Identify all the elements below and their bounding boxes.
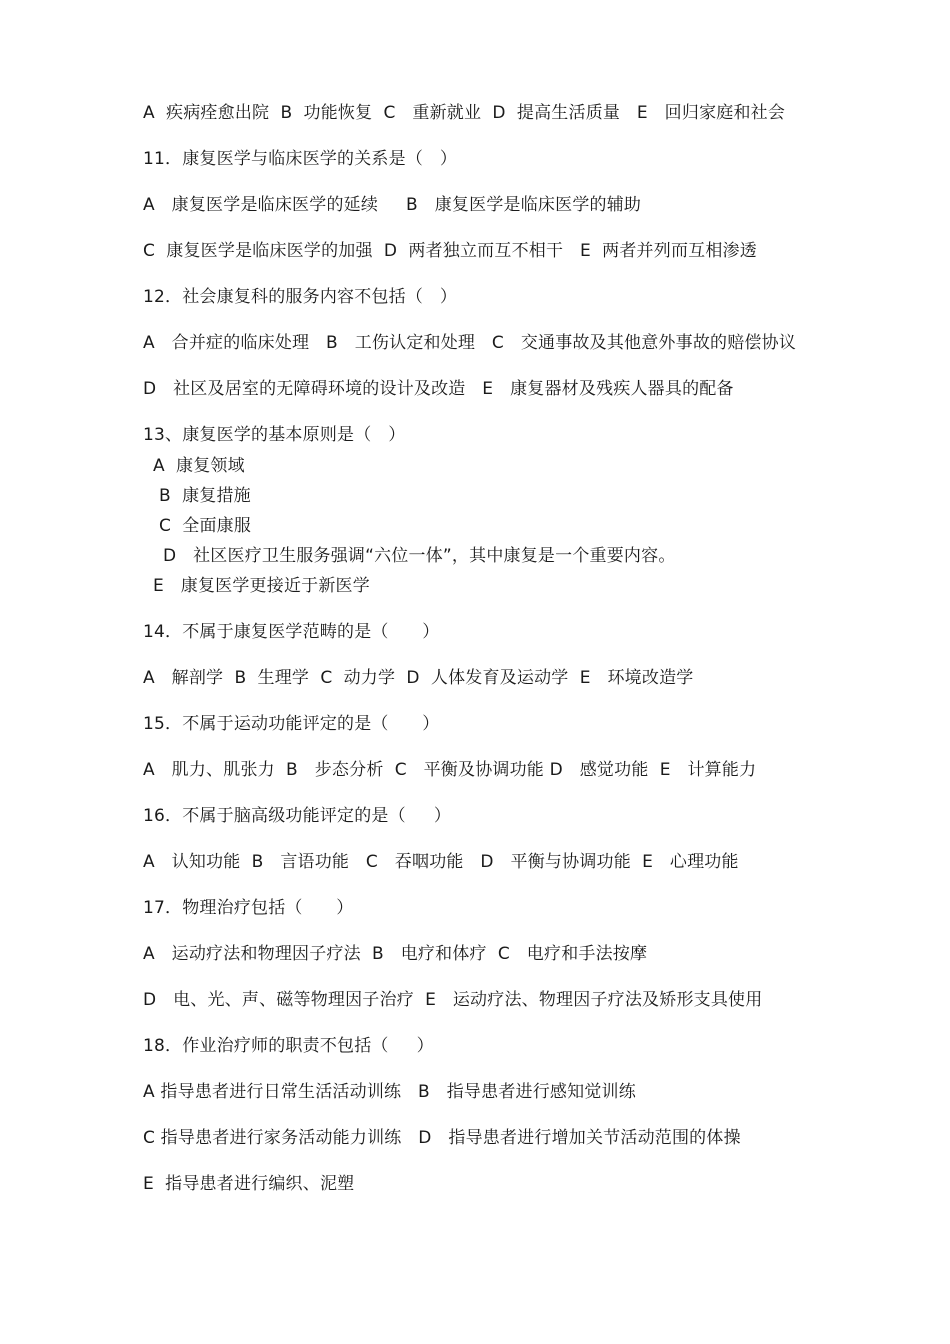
q13-option-a: A 康复领域 xyxy=(153,456,245,476)
q15-question: 15．不属于运动功能评定的是（ ） xyxy=(143,714,440,734)
q14-question: 14．不属于康复医学范畴的是（ ） xyxy=(143,622,440,642)
q11-options-line-2: C 康复医学是临床医学的加强 D 两者独立而互不相干 E 两者并列而互相渗透 xyxy=(143,241,757,261)
q18-question: 18．作业治疗师的职责不包括（ ） xyxy=(143,1036,434,1056)
q17-options-line-1: A 运动疗法和物理因子疗法 B 电疗和体疗 C 电疗和手法按摩 xyxy=(143,944,648,964)
q10-options-line: A 疾病痊愈出院 B 功能恢复 C 重新就业 D 提高生活质量 E 回归家庭和社会 xyxy=(143,103,786,123)
q16-options-line: A 认知功能 B 言语功能 C 吞咽功能 D 平衡与协调功能 E 心理功能 xyxy=(143,852,739,872)
q14-options-line: A 解剖学 B 生理学 C 动力学 D 人体发育及运动学 E 环境改造学 xyxy=(143,668,694,688)
q17-question: 17．物理治疗包括（ ） xyxy=(143,898,354,918)
q17-options-line-2: D 电、光、声、磁等物理因子治疗 E 运动疗法、物理因子疗法及矫形支具使用 xyxy=(143,990,763,1010)
q18-options-line-1: A 指导患者进行日常生活活动训练 B 指导患者进行感知觉训练 xyxy=(143,1082,636,1102)
q12-options-line-1: A 合并症的临床处理 B 工伤认定和处理 C 交通事故及其他意外事故的赔偿协议 xyxy=(143,333,797,353)
q13-option-e: E 康复医学更接近于新医学 xyxy=(153,576,370,596)
q11-question: 11．康复医学与临床医学的关系是（ ） xyxy=(143,149,458,169)
q18-options-line-3: E 指导患者进行编织、泥塑 xyxy=(143,1174,355,1194)
q12-options-line-2: D 社区及居室的无障碍环境的设计及改造 E 康复器材及残疾人器具的配备 xyxy=(143,379,734,399)
q18-options-line-2: C 指导患者进行家务活动能力训练 D 指导患者进行增加关节活动范围的体操 xyxy=(143,1128,741,1148)
q13-option-c: C 全面康服 xyxy=(159,516,252,536)
q16-question: 16．不属于脑高级功能评定的是（ ） xyxy=(143,806,452,826)
q15-options-line: A 肌力、肌张力 B 步态分析 C 平衡及协调功能 D 感觉功能 E 计算能力 xyxy=(143,760,757,780)
q13-option-b: B 康复措施 xyxy=(159,486,251,506)
q12-question: 12．社会康复科的服务内容不包括（ ） xyxy=(143,287,458,307)
q13-option-d: D 社区医疗卫生服务强调“六位一体”，其中康复是一个重要内容。 xyxy=(163,546,676,566)
q13-question: 13、康复医学的基本原则是（ ） xyxy=(143,425,406,445)
q11-options-line-1: A 康复医学是临床医学的延续 B 康复医学是临床医学的辅助 xyxy=(143,195,642,215)
